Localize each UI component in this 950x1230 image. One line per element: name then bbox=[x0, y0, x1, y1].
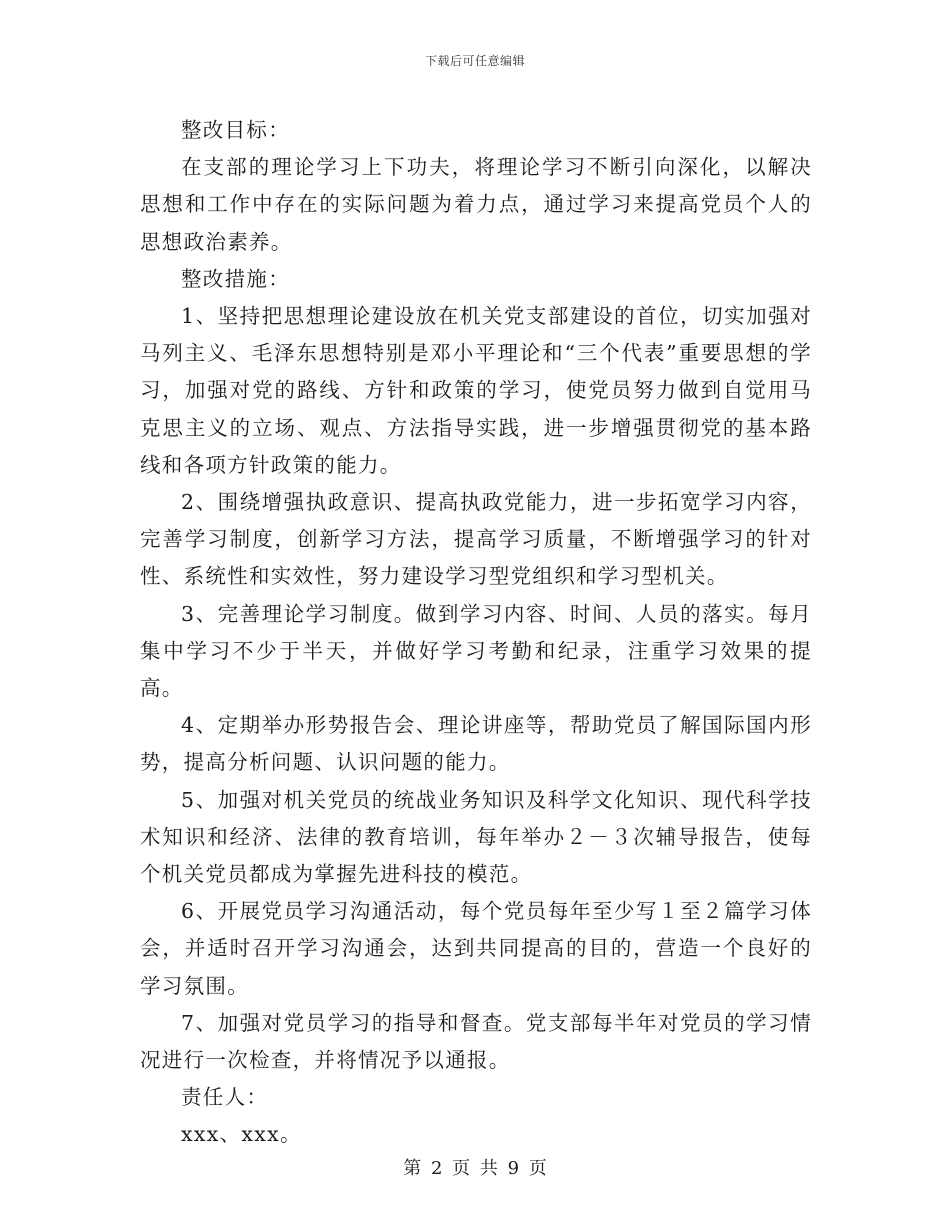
measure-item-5: 5、加强对机关党员的统战业务知识及科学文化知识、现代科学技术知识和经济、法律的教育培训，每年举办２－３次辅导报告，使每个机关党员都成为掌握先进科技的模范。 bbox=[140, 787, 812, 887]
measure-item-6: 6、开展党员学习沟通活动，每个党员每年至少写１至２篇学习体会，并适时召开学习沟通会，达到共同提高的目的，营造一个良好的学习氛围。 bbox=[140, 899, 812, 998]
document-body bbox=[140, 112, 812, 1154]
measure-item-2: 2、围绕增强执政意识、提高执政党能力，进一步拓宽学习内容，完善学习制度，创新学习方法，提高学习质量，不断增强学习的针对性、系统性和实效性，努力建设学习型党组织和学习型机关。 bbox=[140, 490, 812, 589]
section-heading-responsible: 责任人： bbox=[181, 1085, 269, 1110]
page-number: 第 2 页 共 9 页 bbox=[403, 1158, 547, 1179]
measure-item-1: 1、坚持把思想理论建设放在机关党支部建设的首位，切实加强对马列主义、毛泽东思想特别是邓小平理论和“三个代表”重要思想的学习，加强对党的路线、方针和政策的学习，使党员努力做到自觉用马克思主义的立场、观点、方法指导实践，进一步增强贯彻党的基本路线和各项方针政策的能力。 bbox=[140, 304, 812, 477]
section-heading-goal: 整改目标： bbox=[181, 118, 290, 142]
page-header: 下载后可任意编辑 bbox=[424, 54, 525, 68]
paragraph-goal: 在支部的理论学习上下功夫，将理论学习不断引向深化，以解决思想和工作中存在的实际问题为着力点，通过学习来提高党员个人的思想政治素养。 bbox=[140, 155, 812, 254]
section-heading-measures: 整改措施： bbox=[181, 266, 290, 291]
measure-item-3: 3、完善理论学习制度。做到学习内容、时间、人员的落实。每月集中学习不少于半天，并做好学习考勤和纪录，注重学习效果的提高。 bbox=[140, 601, 812, 701]
responsible-persons: xxx、xxx。 bbox=[181, 1122, 302, 1147]
measure-item-7: 7、加强对党员学习的指导和督查。党支部每半年对党员的学习情况进行一次检查，并将情况予以通报。 bbox=[140, 1010, 812, 1073]
measure-item-4: 4、定期举办形势报告会、理论讲座等，帮助党员了解国际国内形势，提高分析问题、认识问题的能力。 bbox=[140, 713, 812, 775]
